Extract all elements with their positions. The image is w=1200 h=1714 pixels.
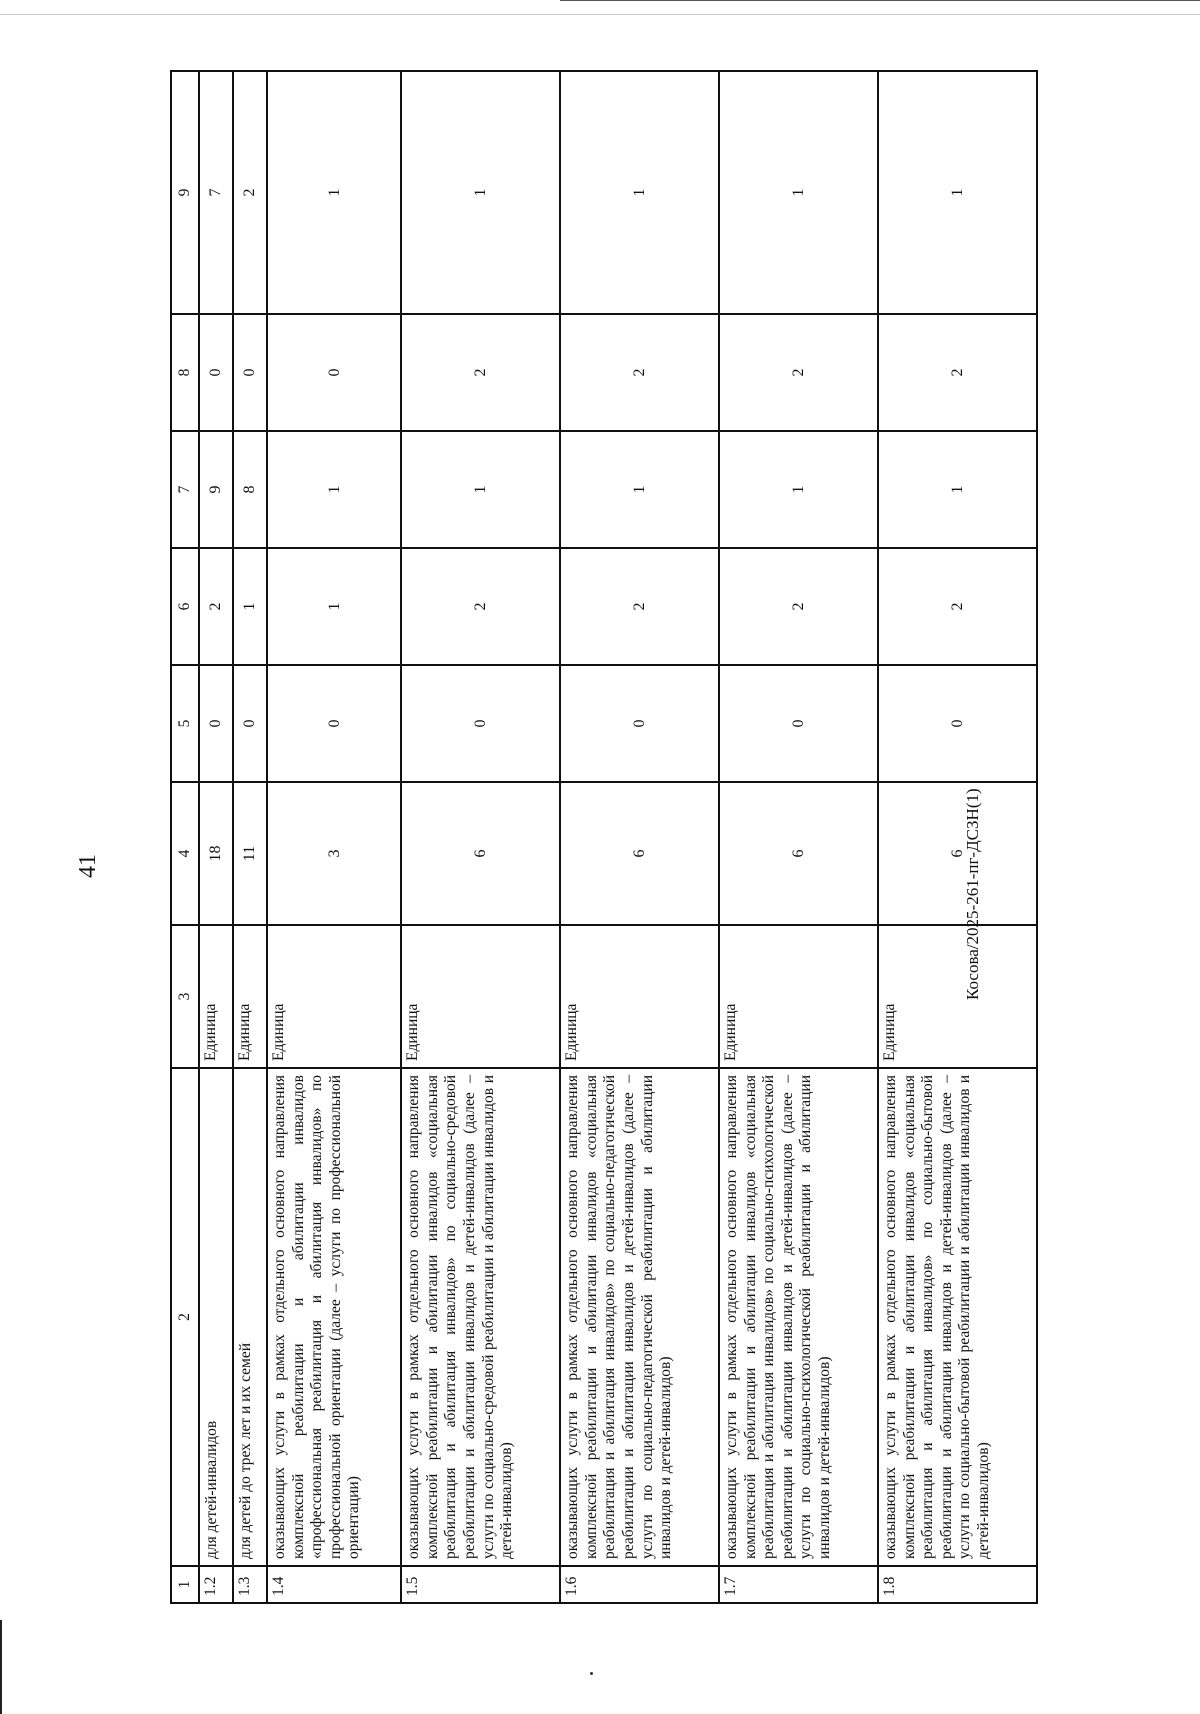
- header-row: [171, 71, 199, 1603]
- cell-col5: 0: [719, 665, 878, 782]
- scan-left-edge: [0, 1620, 2, 1714]
- column-header: 4: [171, 782, 199, 925]
- row-description: для детей до трех лет и их семей: [233, 1068, 267, 1566]
- column-header: 1: [171, 1566, 199, 1603]
- cell-col6: 2: [878, 548, 1037, 665]
- column-header: 8: [171, 314, 199, 431]
- row-unit: Единица: [878, 925, 1037, 1068]
- row-number: 1.3: [233, 1566, 267, 1603]
- cell-col7: 1: [719, 431, 878, 548]
- cell-col9: 1: [560, 71, 719, 314]
- column-header: 9: [171, 71, 199, 314]
- row-description: для детей-инвалидов: [199, 1068, 233, 1566]
- table-row: [199, 71, 233, 1603]
- cell-col7: 1: [267, 431, 401, 548]
- column-header: 6: [171, 548, 199, 665]
- table-row: [267, 71, 401, 1603]
- table-row: [878, 71, 1037, 1603]
- table-row: [233, 71, 267, 1603]
- cell-col9: 7: [199, 71, 233, 314]
- row-unit: Единица: [401, 925, 560, 1068]
- cell-col5: 0: [233, 665, 267, 782]
- row-unit: Единица: [560, 925, 719, 1068]
- scan-speck: [590, 1672, 593, 1675]
- row-unit: Единица: [233, 925, 267, 1068]
- row-description: оказывающих услуги в рамках отдельного основного направления комплексной реабилитации и абилитации инвалидов «социальная реабилитация и абилитация инвалидов» по социально-средовой реабилитации и абилитации инвалидов и детей-инвалидов (далее – услуги по социально-средовой реабилитации и абилитации инвалидов и детей-инвалидов): [401, 1068, 560, 1566]
- cell-col7: 1: [560, 431, 719, 548]
- cell-col7: 9: [199, 431, 233, 548]
- row-unit: Единица: [199, 925, 233, 1068]
- row-unit: Единица: [267, 925, 401, 1068]
- cell-col6: 1: [267, 548, 401, 665]
- cell-col6: 2: [719, 548, 878, 665]
- cell-col7: 8: [233, 431, 267, 548]
- cell-col8: 2: [560, 314, 719, 431]
- table-row: [401, 71, 560, 1603]
- cell-col7: 1: [401, 431, 560, 548]
- cell-col8: 2: [878, 314, 1037, 431]
- row-unit: Единица: [719, 925, 878, 1068]
- column-header: 2: [171, 1068, 199, 1566]
- cell-col7: 1: [878, 431, 1037, 548]
- row-description: оказывающих услуги в рамках отдельного основного направления комплексной реабилитации и абилитации инвалидов «социальная реабилитация и абилитация инвалидов» по социально-педагогической реабилитации и абилитации инвалидов и детей-инвалидов (далее – услуги по социально-педагогической реабилитации и абилитации инвалидов и детей-инвалидов): [560, 1068, 719, 1566]
- cell-col5: 0: [878, 665, 1037, 782]
- cell-col9: 1: [719, 71, 878, 314]
- cell-col9: 1: [878, 71, 1037, 314]
- cell-col9: 1: [267, 71, 401, 314]
- row-number: 1.6: [560, 1566, 719, 1603]
- cell-col6: 2: [199, 548, 233, 665]
- row-number: 1.2: [199, 1566, 233, 1603]
- table-row: [719, 71, 878, 1603]
- cell-col6: 2: [560, 548, 719, 665]
- row-number: 1.8: [878, 1566, 1037, 1603]
- row-description: оказывающих услуги в рамках отдельного основного направления комплексной реабилитации и абилитации инвалидов «социальная реабилитация и абилитация инвалидов» по социально-психологической реабилитации и абилитации инвалидов и детей-инвалидов (далее – услуги по социально-психологической реабилитации и абилитации инвалидов и детей-инвалидов): [719, 1068, 878, 1566]
- cell-col5: 0: [199, 665, 233, 782]
- data-table: [170, 70, 1038, 1604]
- cell-col4: 6: [560, 782, 719, 925]
- cell-col6: 1: [233, 548, 267, 665]
- cell-col4: 3: [267, 782, 401, 925]
- table-row: [560, 71, 719, 1603]
- row-description: оказывающих услуги в рамках отдельного основного направления комплексной реабилитации и абилитации инвалидов «профессиональная реабилитация и абилитация инвалидов» по профессиональной ориентации (далее – услуги по профессиональной ориентации): [267, 1068, 401, 1566]
- row-number: 1.7: [719, 1566, 878, 1603]
- cell-col8: 2: [401, 314, 560, 431]
- scan-top-edge: [0, 0, 1200, 15]
- document-footer: Косова/2025-261-пг-ДСЗН(1): [963, 788, 982, 1000]
- cell-col8: 2: [719, 314, 878, 431]
- column-header: 5: [171, 665, 199, 782]
- cell-col9: 2: [233, 71, 267, 314]
- cell-col5: 0: [560, 665, 719, 782]
- cell-col4: 18: [199, 782, 233, 925]
- cell-col4: 6: [719, 782, 878, 925]
- cell-col8: 0: [267, 314, 401, 431]
- cell-col6: 2: [401, 548, 560, 665]
- cell-col8: 0: [199, 314, 233, 431]
- cell-col5: 0: [267, 665, 401, 782]
- row-number: 1.5: [401, 1566, 560, 1603]
- cell-col4: 6: [401, 782, 560, 925]
- cell-col4: 6: [878, 782, 1037, 925]
- row-number: 1.4: [267, 1566, 401, 1603]
- cell-col4: 11: [233, 782, 267, 925]
- page-number: 41: [75, 854, 101, 878]
- column-header: 7: [171, 431, 199, 548]
- cell-col8: 0: [233, 314, 267, 431]
- table-wrapper: [170, 72, 1038, 1604]
- cell-col5: 0: [401, 665, 560, 782]
- column-header: 3: [171, 925, 199, 1068]
- cell-col9: 1: [401, 71, 560, 314]
- row-description: оказывающих услуги в рамках отдельного основного направления комплексной реабилитации и абилитации инвалидов «социальная реабилитация и абилитация инвалидов» по социально-бытовой реабилитации и абилитации инвалидов и детей-инвалидов (далее – услуги по социально-бытовой реабилитации и абилитации инвалидов и детей-инвалидов): [878, 1068, 1037, 1566]
